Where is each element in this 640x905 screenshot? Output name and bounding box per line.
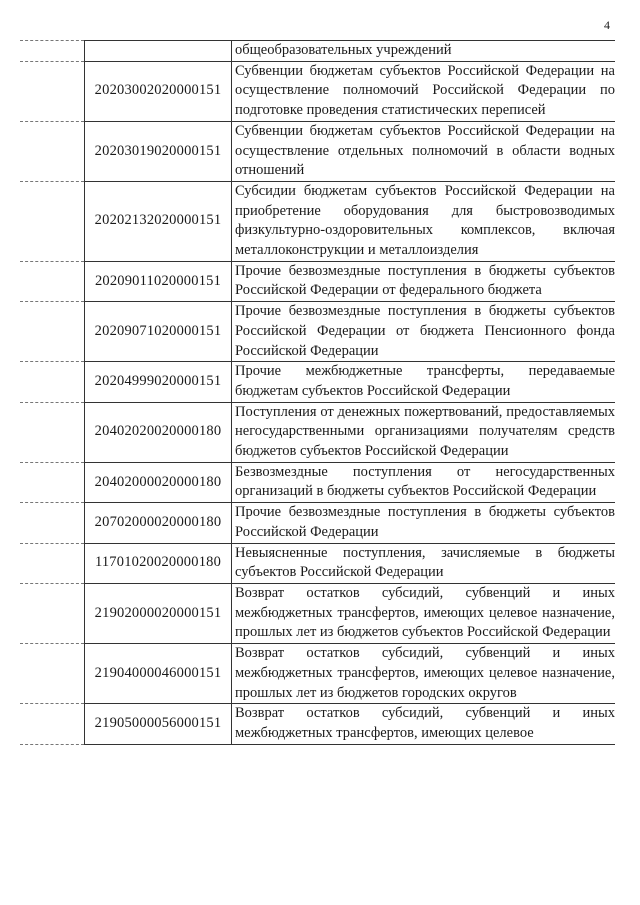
empty-cell	[20, 583, 85, 643]
budget-code: 20202132020000151	[85, 181, 232, 261]
empty-cell	[20, 61, 85, 121]
table-row	[20, 402, 615, 462]
table-row	[20, 704, 615, 744]
revenue-description: Субсидии бюджетам субъектов Российской Федерации на приобретение оборудования для быстровозводимых физкультурно-оздоровительных комплексов, включая металлоконструкции и металлоизделия	[232, 181, 616, 261]
revenue-description: Прочие безвозмездные поступления в бюджеты субъектов Российской Федерации от бюджета Пенсионного фонда Российской Федерации	[232, 302, 616, 362]
empty-cell	[20, 261, 85, 301]
table-row	[20, 261, 615, 301]
empty-cell	[20, 181, 85, 261]
empty-cell	[20, 121, 85, 181]
empty-cell	[20, 402, 85, 462]
table-row	[20, 181, 615, 261]
revenue-description: Поступления от денежных пожертвований, предоставляемых негосударственными организациями получателям средств бюджетов субъектов Российской Федерации	[232, 402, 616, 462]
empty-cell	[20, 362, 85, 402]
budget-code	[85, 41, 232, 62]
table-row	[20, 121, 615, 181]
revenue-description: Субвенции бюджетам субъектов Российской Федерации на осуществление отдельных полномочий в области водных отношений	[232, 121, 616, 181]
revenue-description: общеобразовательных учреждений	[232, 41, 616, 62]
table-row	[20, 61, 615, 121]
budget-code: 20203002020000151	[85, 61, 232, 121]
empty-cell	[20, 462, 85, 502]
table-row	[20, 41, 615, 62]
table-row	[20, 543, 615, 583]
empty-cell	[20, 302, 85, 362]
budget-code: 20209071020000151	[85, 302, 232, 362]
empty-cell	[20, 503, 85, 543]
budget-code: 20702000020000180	[85, 503, 232, 543]
budget-code: 21905000056000151	[85, 704, 232, 744]
table-row	[20, 583, 615, 643]
table-row	[20, 362, 615, 402]
empty-cell	[20, 704, 85, 744]
table-row	[20, 644, 615, 704]
empty-cell	[20, 41, 85, 62]
table-row	[20, 503, 615, 543]
budget-code: 20204999020000151	[85, 362, 232, 402]
budget-code: 21904000046000151	[85, 644, 232, 704]
revenue-codes-table	[20, 40, 615, 745]
revenue-description: Прочие безвозмездные поступления в бюджеты субъектов Российской Федерации от федерального бюджета	[232, 261, 616, 301]
empty-cell	[20, 644, 85, 704]
budget-code: 11701020020000180	[85, 543, 232, 583]
revenue-description: Возврат остатков субсидий, субвенций и иных межбюджетных трансфертов, имеющих целевое	[232, 704, 616, 744]
revenue-description: Субвенции бюджетам субъектов Российской Федерации на осуществление полномочий Российской Федерации по подготовке проведения статистических переписей	[232, 61, 616, 121]
revenue-description: Безвозмездные поступления от негосударственных организаций в бюджеты субъектов Российской Федерации	[232, 462, 616, 502]
budget-code: 20402000020000180	[85, 462, 232, 502]
revenue-description: Невыясненные поступления, зачисляемые в бюджеты субъектов Российской Федерации	[232, 543, 616, 583]
budget-code: 20203019020000151	[85, 121, 232, 181]
revenue-description: Прочие межбюджетные трансферты, передаваемые бюджетам субъектов Российской Федерации	[232, 362, 616, 402]
budget-code: 20209011020000151	[85, 261, 232, 301]
budget-code: 21902000020000151	[85, 583, 232, 643]
empty-cell	[20, 543, 85, 583]
table-row	[20, 302, 615, 362]
revenue-description: Прочие безвозмездные поступления в бюджеты субъектов Российской Федерации	[232, 503, 616, 543]
revenue-description: Возврат остатков субсидий, субвенций и иных межбюджетных трансфертов, имеющих целевое назначение, прошлых лет из бюджетов субъектов Российской Федерации	[232, 583, 616, 643]
revenue-description: Возврат остатков субсидий, субвенций и иных межбюджетных трансфертов, имеющих целевое назначение, прошлых лет из бюджетов городских округов	[232, 644, 616, 704]
table-row	[20, 462, 615, 502]
budget-code: 20402020020000180	[85, 402, 232, 462]
page-number: 4	[604, 18, 610, 32]
